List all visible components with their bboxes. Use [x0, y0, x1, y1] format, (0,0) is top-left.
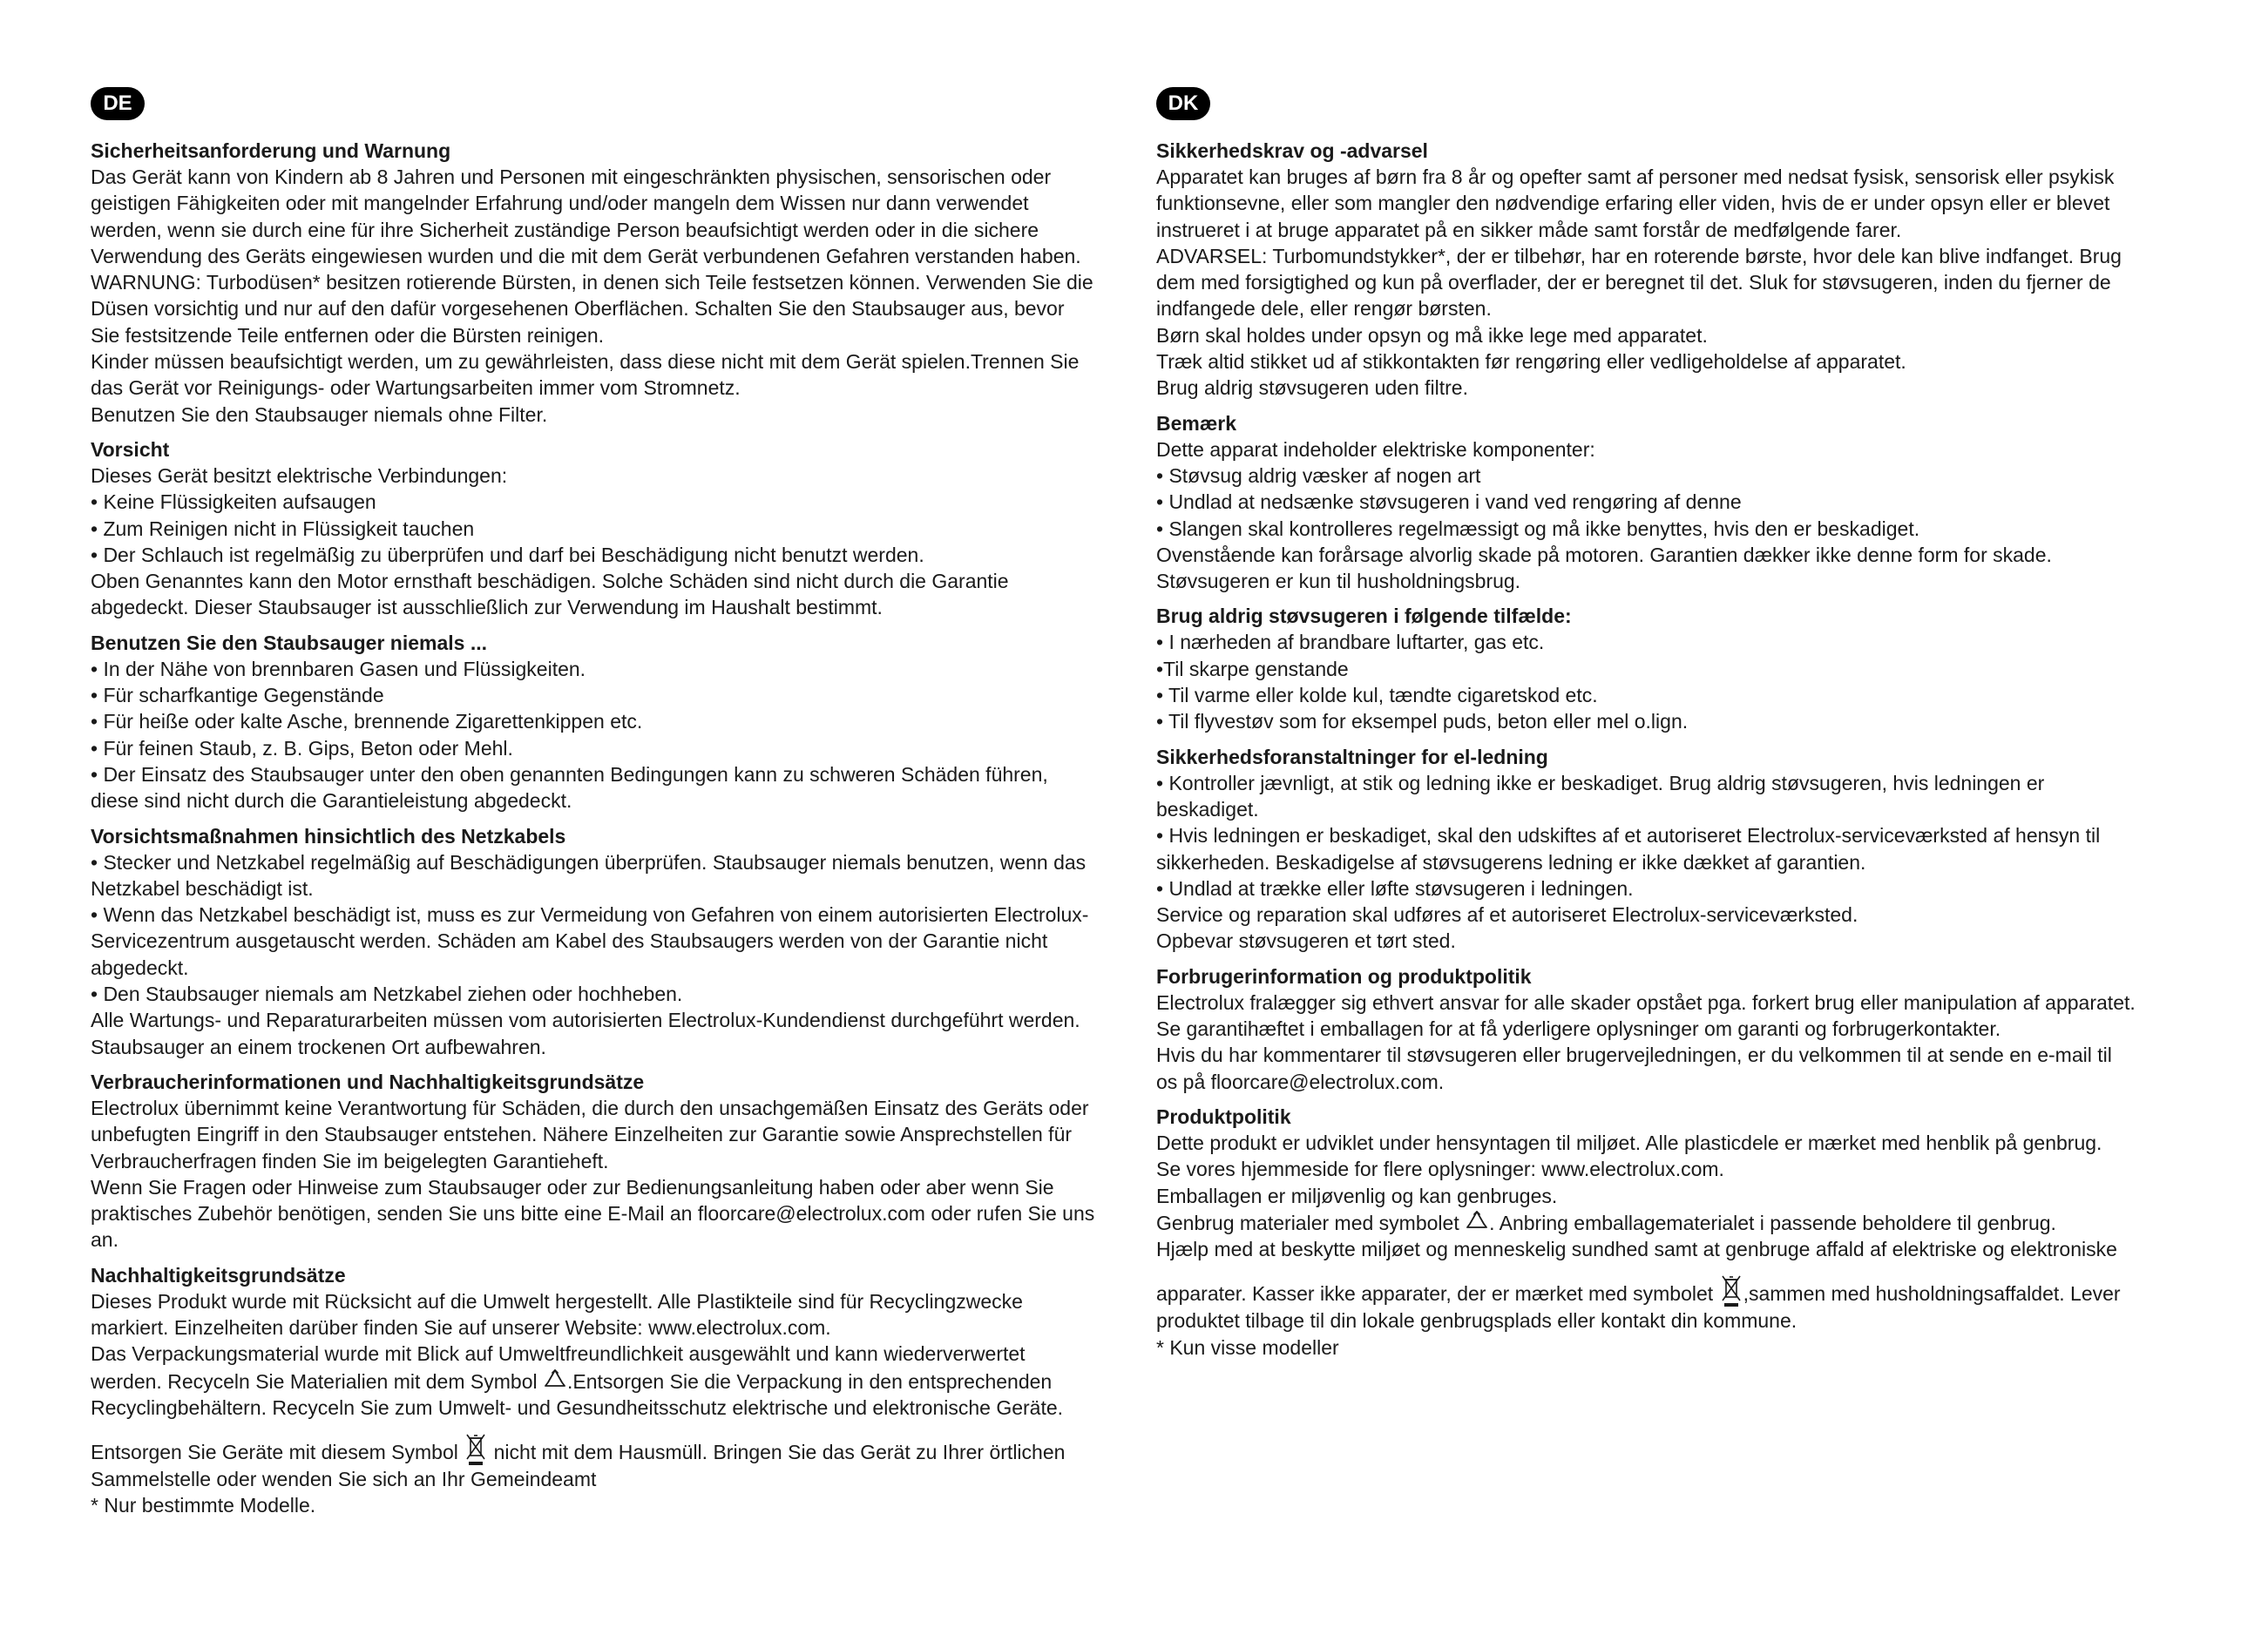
dk-text-line: Opbevar støvsugeren et tørt sted.	[1156, 929, 1456, 953]
dk-list-item: • Støvsug aldrig væsker af nogen art	[1156, 463, 1481, 487]
dk-text-line: Træk altid stikket ud af stikkontakten før rengøring eller vedligeholdelse af apparatet.	[1156, 350, 1906, 374]
dk-section-never-use-title: Brug aldrig støvsugeren i følgende tilfælde:	[1156, 605, 1572, 628]
weee-crossed-bin-icon	[1719, 1274, 1743, 1307]
de-section-consumer-info	[91, 1069, 1136, 1253]
dk-text-line: Ovenstående kan forårsage alvorlig skade på motoren. Garantien dækker ikke denne form for skade.	[1156, 543, 2052, 566]
de-text-line: Wenn Sie Fragen oder Hinweise zum Staubsauger oder zur Bedienungsanleitung haben oder aber wenn Sie	[91, 1175, 1054, 1199]
dk-text-line: ADVARSEL: Turbomundstykker*, der er tilbehør, har en roterende børste, hvor dele kan blive indfanget. Brug	[1156, 244, 2122, 267]
dk-text-line: Dette apparat indeholder elektriske komponenter:	[1156, 437, 1595, 461]
de-section-consumer-info-title: Verbraucherinformationen und Nachhaltigkeitsgrundsätze	[91, 1070, 645, 1093]
recycle-icon	[1465, 1209, 1489, 1233]
dk-section-consumer-info-title: Forbrugerinformation og produktpolitik	[1156, 964, 1532, 988]
de-list-item: • Für feinen Staub, z. B. Gips, Beton oder Mehl.	[91, 736, 513, 760]
dk-text-line: beskadiget.	[1156, 797, 1259, 821]
de-text-line: werden, wenn sie durch eine für ihre Sicherheit zuständige Person beaufsichtigt werden oder in die sichere	[91, 218, 1039, 241]
dk-section-consumer-info	[1156, 963, 2202, 1095]
de-text-line-with-symbol	[91, 1368, 1136, 1395]
de-language-badge: DE	[91, 87, 145, 120]
de-list-item: • Den Staubsauger niemals am Netzkabel ziehen oder hochheben.	[91, 983, 683, 1006]
de-text-line: Servicezentrum ausgetauscht werden. Schäden am Kabel des Staubsaugers werden von der Garantie nicht	[91, 929, 1048, 953]
dk-text-line: Service og reparation skal udføres af et autoriseret Electrolux-serviceværksted.	[1156, 903, 1858, 927]
dk-text-line: indfangede dele, eller rengør børsten.	[1156, 297, 1492, 321]
dk-list-item: • Slangen skal kontrolleres regelmæssigt og må ikke benyttes, hvis den er beskadiget.	[1156, 517, 1920, 540]
de-text-line: Benutzen Sie den Staubsauger niemals ohne Filter.	[91, 402, 548, 426]
de-text-line: Sie festsitzende Teile entfernen oder die Bürsten reinigen.	[91, 323, 605, 347]
de-section-never-use	[91, 630, 1136, 814]
de-list-item: • Der Einsatz des Staubsauger unter den oben genannten Bedingungen kann zu schweren Schäden führen,	[91, 762, 1048, 786]
dk-list-item: • I nærheden af brandbare luftarter, gas etc.	[1156, 631, 1545, 654]
de-text-fragment: werden. Recyceln Sie Materialien mit dem Symbol	[91, 1369, 543, 1393]
de-text-line: WARNUNG: Turbodüsen* besitzen rotierende Bürsten, in denen sich Teile festsetzen können. Verwenden Sie die	[91, 271, 1093, 294]
de-text-line: Oben Genanntes kann den Motor ernsthaft beschädigen. Solche Schäden sind nicht durch die Garantie	[91, 570, 1009, 593]
de-section-caution	[91, 436, 1136, 621]
de-text-line: Netzkabel beschädigt ist.	[91, 876, 314, 900]
de-section-sustainability-title: Nachhaltigkeitsgrundsätze	[91, 1263, 346, 1287]
dk-text-line: Se vores hjemmeside for flere oplysninger: www.electrolux.com.	[1156, 1158, 1724, 1181]
dk-footnote: * Kun visse modeller	[1156, 1335, 1339, 1359]
de-text-line: das Gerät vor Reinigungs- oder Wartungsarbeiten immer vom Stromnetz.	[91, 376, 741, 400]
dk-column	[1156, 87, 2202, 1369]
dk-text-fragment: apparater. Kasser ikke apparater, der er mærket med symbolet	[1156, 1282, 1719, 1306]
dk-text-line: produktet tilbage til din lokale genbrugsplads eller kontakt din kommune.	[1156, 1309, 1797, 1333]
dk-text-line: Hvis du har kommentarer til støvsugeren eller brugervejledningen, er du velkommen til at sende en e-mail til	[1156, 1044, 2112, 1067]
dk-text-line-with-symbol	[1156, 1274, 2202, 1307]
de-list-item: • Stecker und Netzkabel regelmäßig auf Beschädigungen überprüfen. Staubsauger niemals benutzen, wenn das	[91, 850, 1087, 874]
dk-section-power-cord-title: Sikkerhedsforanstaltninger for el-ledning	[1156, 745, 1548, 768]
recycle-icon	[543, 1368, 567, 1392]
dk-text-line: dem med forsigtighed og kun på overflader, der er beregnet til det. Sluk for støvsugeren, inden du fjerner de	[1156, 271, 2111, 294]
dk-text-line: os på floorcare@electrolux.com.	[1156, 1070, 1445, 1093]
dk-language-badge: DK	[1156, 87, 1210, 120]
de-text-fragment: .Entsorgen Sie die Verpackung in den entsprechenden	[566, 1369, 1053, 1393]
dk-list-item: • Hvis ledningen er beskadiget, skal den udskiftes af et autoriseret Electrolux-serviceværksted af hensyn til	[1156, 824, 2101, 848]
dk-section-note	[1156, 410, 2202, 595]
de-text-line: abgedeckt.	[91, 956, 189, 979]
de-text-line: geistigen Fähigkeiten oder mit mangelnder Erfahrung und/oder mangeln dem Wissen nur dann verwendet	[91, 192, 1029, 215]
dk-text-line: Emballagen er miljøvenlig og kan genbruges.	[1156, 1184, 1558, 1207]
de-text-line: unbefugten Eingriff in den Staubsauger entstehen. Nähere Einzelheiten zur Garantie sowie Ansprechstellen für	[91, 1123, 1073, 1146]
de-text-line: praktisches Zubehör benötigen, senden Sie uns bitte eine E-Mail an floorcare@electrolux.com oder rufen Sie uns	[91, 1202, 1095, 1226]
dk-section-product-policy	[1156, 1104, 2202, 1361]
de-list-item: • Keine Flüssigkeiten aufsaugen	[91, 490, 376, 514]
dk-text-line: Electrolux fralægger sig ethvert ansvar for alle skader opstået pga. forkert brug eller manipulation af apparatet.	[1156, 990, 2136, 1014]
dk-text-line: Se garantihæftet i emballagen for at få yderligere oplysninger om garanti og forbrugerkontakter.	[1156, 1017, 2001, 1041]
dk-list-item: • Kontroller jævnligt, at stik og ledning ikke er beskadiget. Brug aldrig støvsugeren, hvis ledningen er	[1156, 771, 2045, 794]
de-list-item: • Zum Reinigen nicht in Flüssigkeit tauchen	[91, 517, 475, 540]
dk-section-power-cord	[1156, 744, 2202, 955]
dk-section-never-use	[1156, 603, 2202, 734]
dk-text-line: Dette produkt er udviklet under hensyntagen til miljøet. Alle plasticdele er mærket med henblik på genbrug.	[1156, 1131, 2102, 1154]
de-text-line: Dieses Gerät besitzt elektrische Verbindungen:	[91, 463, 508, 487]
dk-text-line: funktionsevne, eller som mangler den nødvendige erfaring eller viden, hvis de er under opsyn eller er blevet	[1156, 192, 2110, 215]
de-text-line: Düsen vorsichtig und nur auf den dafür vorgesehenen Oberflächen. Schalten Sie den Staubsauger aus, bevor	[91, 297, 1065, 321]
dk-text-fragment: Genbrug materialer med symbolet	[1156, 1211, 1466, 1234]
de-section-power-cord	[91, 823, 1136, 1060]
de-list-item: • Für scharfkantige Gegenstände	[91, 684, 384, 707]
de-list-item: • Für heiße oder kalte Asche, brennende Zigarettenkippen etc.	[91, 710, 643, 733]
de-footnote: * Nur bestimmte Modelle.	[91, 1494, 316, 1517]
de-text-line: abgedeckt. Dieser Staubsauger ist ausschließlich zur Verwendung im Haushalt bestimmt.	[91, 596, 883, 619]
de-section-sustainability	[91, 1262, 1136, 1519]
weee-crossed-bin-icon	[464, 1433, 488, 1466]
de-text-line: Alle Wartungs- und Reparaturarbeiten müssen vom autorisierten Electrolux-Kundendienst durchgeführt werden.	[91, 1009, 1080, 1032]
de-text-line: Verbraucherfragen finden Sie im beigelegten Garantieheft.	[91, 1149, 609, 1172]
de-list-item: • In der Nähe von brennbaren Gasen und Flüssigkeiten.	[91, 657, 586, 680]
de-column	[91, 87, 1136, 1528]
de-list-item: • Der Schlauch ist regelmäßig zu überprüfen und darf bei Beschädigung nicht benutzt werden.	[91, 543, 924, 566]
dk-section-safety-title: Sikkerhedskrav og -advarsel	[1156, 139, 1428, 162]
de-text-fragment: Entsorgen Sie Geräte mit diesem Symbol	[91, 1441, 464, 1464]
de-text-line: diese sind nicht durch die Garantieleistung abgedeckt.	[91, 789, 572, 813]
de-list-item: • Wenn das Netzkabel beschädigt ist, muss es zur Vermeidung von Gefahren von einem autorisierten Electrolux-	[91, 903, 1089, 927]
de-section-caution-title: Vorsicht	[91, 437, 170, 461]
de-text-line: Recyclingbehältern. Recyceln Sie zum Umwelt- und Gesundheitsschutz elektrische und elektronische Geräte.	[91, 1395, 1064, 1419]
de-text-line: Electrolux übernimmt keine Verantwortung für Schäden, die durch den unsachgemäßen Einsatz des Geräts oder	[91, 1096, 1089, 1119]
de-text-fragment: nicht mit dem Hausmüll. Bringen Sie das Gerät zu Ihrer örtlichen	[488, 1441, 1066, 1464]
dk-text-fragment: ,sammen med husholdningsaffaldet. Lever	[1743, 1282, 2121, 1306]
dk-text-line: Hjælp med at beskytte miljøet og menneskelig sundhed samt at genbruge affald af elektriske og elektroniske	[1156, 1238, 2117, 1261]
dk-list-item: • Til varme eller kolde kul, tændte cigaretskod etc.	[1156, 684, 1598, 707]
de-text-line: an.	[91, 1228, 118, 1252]
dk-section-product-policy-title: Produktpolitik	[1156, 1105, 1291, 1128]
dk-list-item: •Til skarpe genstande	[1156, 657, 1349, 680]
dk-text-line: Børn skal holdes under opsyn og må ikke lege med apparatet.	[1156, 323, 1708, 347]
de-text-line: Sammelstelle oder wenden Sie sich an Ihr Gemeindeamt	[91, 1468, 597, 1491]
dk-section-safety	[1156, 138, 2202, 402]
dk-text-line: sikkerheden. Beskadigelse af støvsugerens ledning er ikke dækket af garantien.	[1156, 850, 1866, 874]
dk-text-fragment: . Anbring emballagematerialet i passende beholdere til genbrug.	[1489, 1211, 2056, 1234]
de-text-line: markiert. Einzelheiten darüber finden Sie auf unserer Website: www.electrolux.com.	[91, 1315, 831, 1339]
de-text-line-with-symbol	[91, 1433, 1136, 1466]
dk-section-note-title: Bemærk	[1156, 411, 1237, 435]
dk-list-item: • Undlad at nedsænke støvsugeren i vand ved rengøring af denne	[1156, 490, 1742, 514]
dk-text-line-with-symbol	[1156, 1209, 2202, 1236]
de-text-line: Das Verpackungsmaterial wurde mit Blick auf Umweltfreundlichkeit ausgewählt und kann wiederverwertet	[91, 1342, 1026, 1366]
dk-list-item: • Til flyvestøv som for eksempel puds, beton eller mel o.lign.	[1156, 710, 1689, 733]
de-text-line: Kinder müssen beaufsichtigt werden, um zu gewährleisten, dass diese nicht mit dem Gerät spielen.Trennen Sie	[91, 350, 1080, 374]
de-text-line: Staubsauger an einem trockenen Ort aufbewahren.	[91, 1035, 546, 1058]
dk-text-line: instrueret i at bruge apparatet på en sikker måde samt forstår de medfølgende farer.	[1156, 218, 1902, 241]
dk-text-line: Brug aldrig støvsugeren uden filtre.	[1156, 376, 1468, 400]
de-text-line: Verwendung des Geräts eingewiesen wurden und die mit dem Gerät verbundenen Gefahren verstanden haben.	[91, 244, 1081, 267]
dk-text-line: Apparatet kan bruges af børn fra 8 år og opefter samt af personer med nedsat fysisk, sensorisk eller psykisk	[1156, 166, 2115, 188]
de-section-safety-title: Sicherheitsanforderung und Warnung	[91, 139, 451, 162]
de-section-never-use-title: Benutzen Sie den Staubsauger niemals ...	[91, 631, 488, 654]
de-section-safety	[91, 138, 1136, 428]
de-section-power-cord-title: Vorsichtsmaßnahmen hinsichtlich des Netzkabels	[91, 824, 566, 848]
dk-text-line: Støvsugeren er kun til husholdningsbrug.	[1156, 570, 1521, 593]
de-text-line: Dieses Produkt wurde mit Rücksicht auf die Umwelt hergestellt. Alle Plastikteile sind für Recyclingzwecke	[91, 1289, 1023, 1313]
dk-list-item: • Undlad at trække eller løfte støvsugeren i ledningen.	[1156, 876, 1634, 900]
de-text-line: Das Gerät kann von Kindern ab 8 Jahren und Personen mit eingeschränkten physischen, sensorischen oder	[91, 166, 1052, 188]
